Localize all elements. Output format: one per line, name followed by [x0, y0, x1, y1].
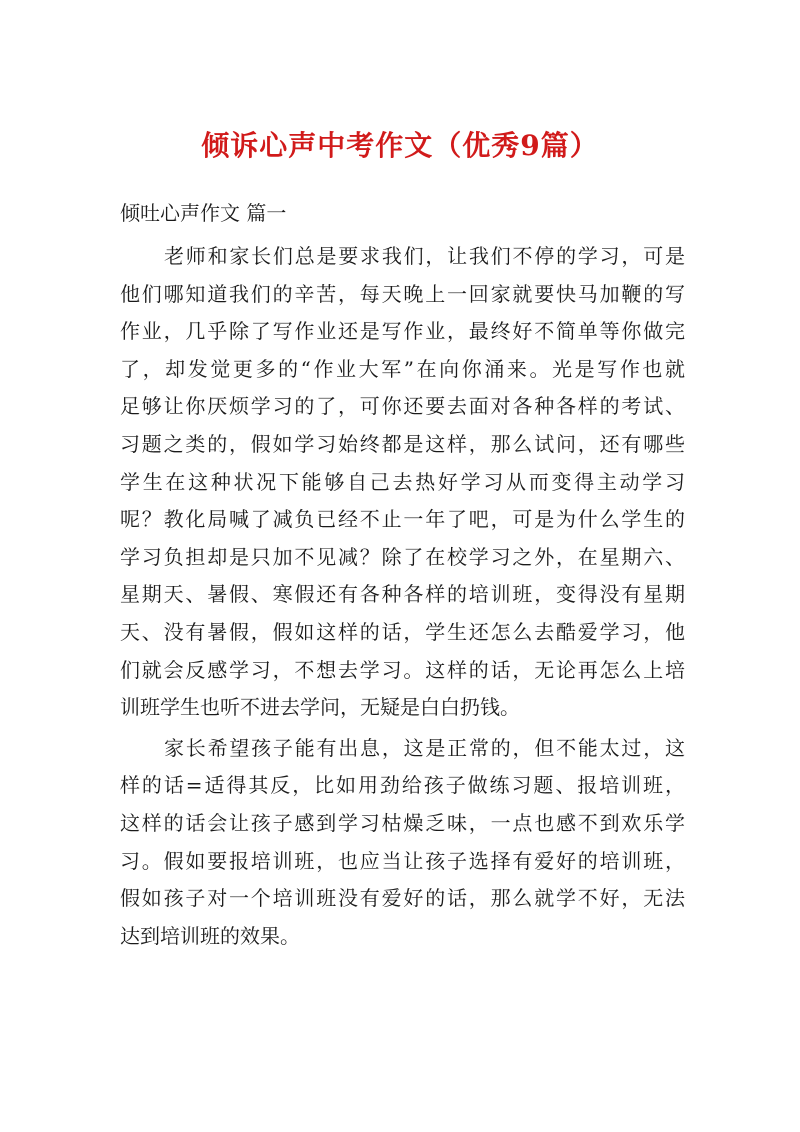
text-line: 习题之类的，假如学习始终都是这样，那么试问，还有哪些	[120, 431, 685, 456]
text-line: 了，却发觉更多的“作业大军”在向你涌来。光是写作也就	[120, 356, 685, 381]
text-line: 作业，几乎除了写作业还是写作业，最终好不简单等你做完	[120, 319, 685, 344]
text-line: 习。假如要报培训班，也应当让孩子选择有爱好的培训班，	[120, 848, 685, 873]
paragraph-1	[120, 238, 685, 727]
document-title: 倾诉心声中考作文（优秀9篇）	[201, 129, 599, 162]
paragraph-2	[120, 730, 685, 956]
text-line: 足够让你厌烦学习的了，可你还要去面对各种各样的考试、	[120, 394, 685, 419]
text-line: 学习负担却是只加不见减？除了在校学习之外，在星期六、	[120, 544, 685, 569]
text-line: 样的话=适得其反，比如用劲给孩子做练习题、报培训班，	[120, 773, 685, 798]
section-heading: 倾吐心声作文 篇一	[120, 201, 287, 225]
text-line: 他们哪知道我们的辛苦，每天晚上一回家就要快马加鞭的写	[120, 281, 685, 306]
text-line: 们就会反感学习，不想去学习。这样的话，无论再怎么上培	[120, 657, 685, 682]
text-line: 星期天、暑假、寒假还有各种各样的培训班，变得没有星期	[120, 582, 685, 607]
text-line: 家长希望孩子能有出息，这是正常的，但不能太过，这	[164, 735, 685, 760]
text-line: 呢？教化局喊了减负已经不止一年了吧，可是为什么学生的	[120, 507, 685, 532]
text-line: 学生在这种状况下能够自己去热好学习从而变得主动学习	[120, 469, 685, 494]
text-line: 达到培训班的效果。	[120, 923, 300, 948]
text-line: 训班学生也听不进去学问，无疑是白白扔钱。	[120, 695, 520, 720]
text-line: 这样的话会让孩子感到学习枯燥乏味，一点也感不到欢乐学	[120, 810, 685, 835]
body-text	[120, 238, 685, 955]
text-line: 老师和家长们总是要求我们，让我们不停的学习，可是	[164, 244, 685, 268]
text-line: 天、没有暑假，假如这样的话，学生还怎么去酷爱学习，他	[120, 619, 685, 644]
text-line: 假如孩子对一个培训班没有爱好的话，那么就学不好，无法	[120, 886, 685, 911]
